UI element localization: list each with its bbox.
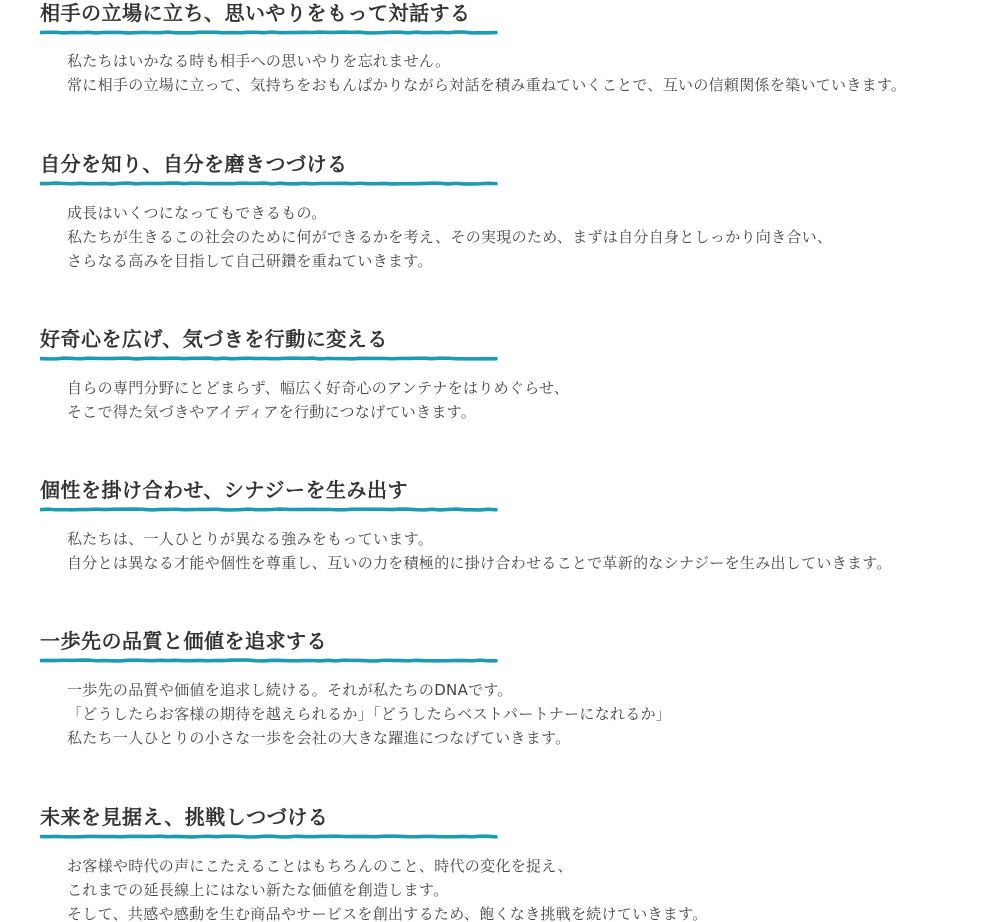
section-heading: 自分を知り、自分を磨きつづける xyxy=(40,152,348,176)
section-body xyxy=(67,201,832,273)
section-heading: 一歩先の品質と価値を追求する xyxy=(40,629,327,653)
section-body xyxy=(67,527,892,575)
section-body xyxy=(67,678,671,750)
body-line: そして、共感や感動を生む商品やサービスを創出するため、飽くなき挑戦を続けていきます。 xyxy=(67,905,708,922)
body-line: 常に相手の立場に立って、気持ちをおもんぱかりながら対話を積み重ねていくことで、互いの信頼関係を築いていきます。 xyxy=(67,76,907,94)
brush-stroke xyxy=(41,183,496,184)
section-body xyxy=(67,376,569,424)
body-line: 自らの専門分野にとどまらず、幅広く好奇心のアンテナをはりめぐらせ、 xyxy=(67,379,570,397)
body-line: 成長はいくつになってもできるもの。 xyxy=(67,204,327,222)
brush-underline xyxy=(40,834,502,839)
brush-stroke xyxy=(41,358,496,359)
brush-underline-graphic xyxy=(40,658,502,663)
brush-stroke xyxy=(41,660,496,661)
brush-stroke xyxy=(41,509,496,510)
brush-underline xyxy=(40,30,502,35)
body-line: そこで得た気づきやアイディアを行動につなげていきます。 xyxy=(67,403,477,421)
body-line: これまでの延長線上にはない新たな価値を創造します。 xyxy=(67,881,449,899)
brush-stroke xyxy=(41,836,496,837)
section-heading: 相手の立場に立ち、思いやりをもって対話する xyxy=(40,1,471,25)
section-body xyxy=(67,49,906,97)
brush-underline-graphic xyxy=(40,181,502,186)
body-line: 私たちが生きるこの社会のために何ができるかを考え、その実現のため、まずは自分自身としっかり向き合い、 xyxy=(67,228,833,246)
brush-underline-graphic xyxy=(40,30,502,35)
body-line: 私たち一人ひとりの小さな一歩を会社の大きな躍進につなげていきます。 xyxy=(67,729,571,747)
brush-underline xyxy=(40,507,502,512)
section-heading: 未来を見据え、挑戦しつづける xyxy=(40,805,329,829)
body-line: 一歩先の品質や価値を追求し続ける。それが私たちのDNAです。 xyxy=(67,681,513,699)
brush-underline-graphic xyxy=(40,356,502,361)
brush-underline xyxy=(40,181,502,186)
brush-underline xyxy=(40,356,502,361)
brush-underline-graphic xyxy=(40,507,502,512)
brush-stroke xyxy=(41,32,496,33)
body-line: さらなる高みを目指して自己研鑽を重ねていきます。 xyxy=(67,252,433,270)
body-line: 自分とは異なる才能や個性を尊重し、互いの力を積極的に掛け合わせることで革新的なシナジーを生み出していきます。 xyxy=(67,554,892,572)
body-line: 私たちはいかなる時も相手への思いやりを忘れません。 xyxy=(67,52,451,70)
section-body xyxy=(67,854,708,922)
body-line: 「どうしたらお客様の期待を越えられるか」「どうしたらベストパートナーになれるか」 xyxy=(67,705,672,723)
body-line: 私たちは、一人ひとりが異なる強みをもっています。 xyxy=(67,530,434,548)
brush-underline-graphic xyxy=(40,834,502,839)
brush-underline xyxy=(40,658,502,663)
body-line: お客様や時代の声にこたえることはもちろんのこと、時代の変化を捉え、 xyxy=(67,857,573,875)
section-heading: 好奇心を広げ、気づきを行動に変える xyxy=(40,327,388,351)
section-heading: 個性を掛け合わせ、シナジーを生み出す xyxy=(40,478,408,502)
